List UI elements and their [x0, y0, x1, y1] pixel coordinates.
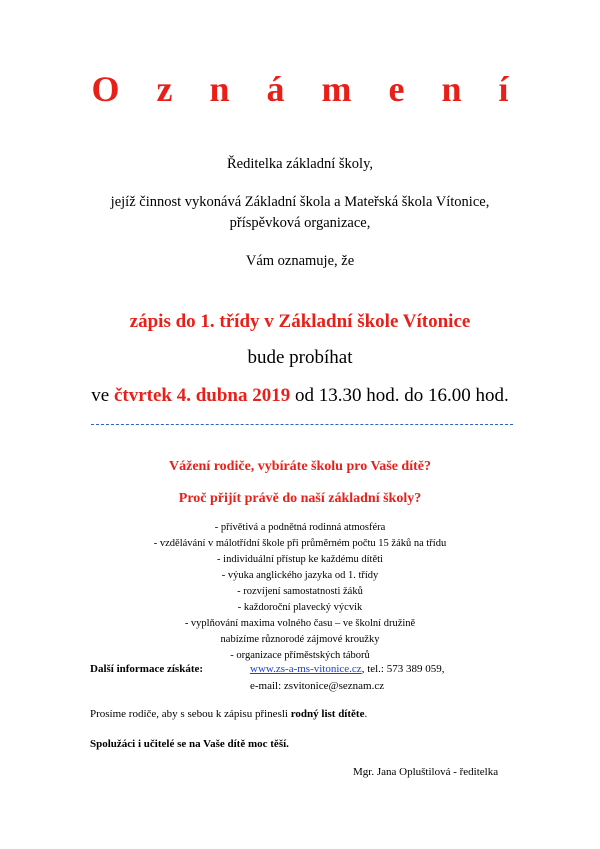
- enrollment-date: čtvrtek 4. dubna 2019: [113, 385, 291, 406]
- question-1: Vážení rodiče, vybíráte školu pro Vaše dítě?: [169, 459, 431, 474]
- contact-line: [250, 663, 445, 675]
- school-website-link[interactable]: www.zs-a-ms-vitonice.cz: [250, 663, 362, 675]
- request-period: .: [364, 708, 368, 720]
- intro-line-4: Vám oznamuje, že: [245, 253, 355, 269]
- enrollment-headline: zápis do 1. třídy v Základní škole Vítonice: [129, 311, 471, 332]
- bullet-item-6: - každoroční plavecký výcvik: [237, 602, 363, 613]
- bullet-item-7-continued: nabízíme různorodé zájmové kroužky: [220, 634, 380, 645]
- bullet-item-5: - rozvíjení samostatnosti žáků: [237, 586, 363, 597]
- email-address: e-mail: zsvitonice@seznam.cz: [250, 680, 385, 692]
- date-prefix: ve: [91, 385, 110, 406]
- intro-line-3: příspěvková organizace,: [229, 215, 371, 231]
- bullet-item-4: - výuka anglického jazyka od 1. třídy: [221, 570, 379, 581]
- intro-line-2: jejíž činnost vykonává Základní škola a Mateřská škola Vítonice,: [110, 194, 490, 210]
- page-title: O z n á m e n í: [91, 69, 523, 109]
- question-2: Proč přijít právě do naší základní školy?: [178, 491, 422, 506]
- intro-line-1: Ředitelka základní školy,: [226, 156, 374, 172]
- bullet-item-1: - přívětivá a podnětná rodinná atmosféra: [214, 522, 386, 533]
- date-time-line: [0, 385, 600, 407]
- closing-text: Spolužáci i učitelé se na Vaše dítě moc těší.: [90, 738, 289, 750]
- bullet-item-8: - organizace příměstských táborů: [230, 650, 370, 661]
- request-text: [90, 708, 367, 720]
- request-sentence: Prosíme rodiče, aby s sebou k zápisu přinesli: [90, 708, 291, 720]
- bullet-item-2: - vzdělávání v málotřídní škole při průměrném počtu 15 žáků na třídu: [153, 538, 447, 549]
- request-document: rodný list dítěte: [290, 708, 365, 720]
- enrollment-time: od 13.30 hod. do 16.00 hod.: [294, 385, 509, 406]
- bullet-item-3: - individuální přístup ke každému dítěti: [217, 554, 383, 565]
- info-label: Další informace získáte:: [90, 663, 204, 675]
- signature: Mgr. Jana Opluštilová - ředitelka: [353, 766, 499, 778]
- phone-number: , tel.: 573 389 059,: [361, 663, 445, 675]
- bude-probihat-text: bude probíhat: [247, 347, 353, 368]
- bullet-item-7: - vyplňování maxima volného času – ve školní družině: [184, 618, 416, 629]
- dashed-divider: [91, 424, 513, 425]
